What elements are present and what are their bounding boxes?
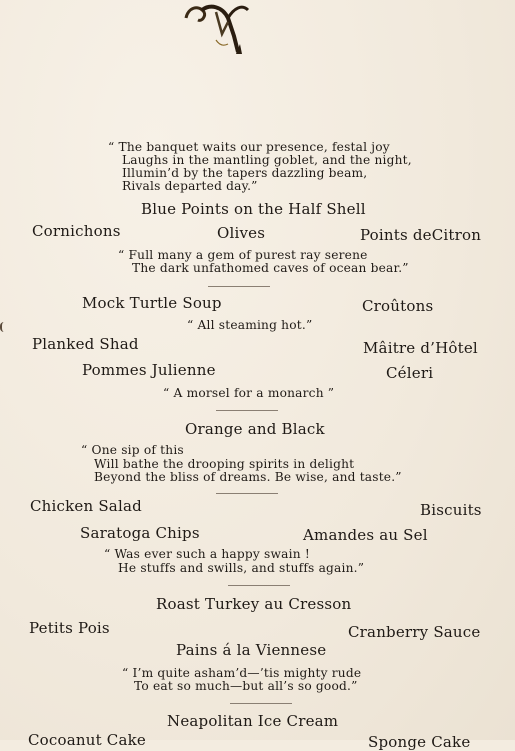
divider (230, 703, 292, 704)
divider (216, 493, 278, 494)
course6-quote-1: “ I’m quite asham’d—’tis mighty rude (122, 666, 362, 680)
course6-quote-2: To eat so much—but all’s so good.” (134, 679, 358, 693)
course5-right2: Amandes au Sel (303, 526, 428, 544)
course4-quote-3: Beyond the bliss of dreams. Be wise, and taste.” (94, 470, 402, 484)
course7-left-partial: Cocoanut Cake (28, 731, 146, 749)
divider (208, 286, 270, 287)
course5-quote-1: “ Was ever such a happy swain ! (104, 547, 310, 561)
course1-right: Points deCitron (360, 226, 482, 244)
course5-quote-2: He stuffs and swills, and stuffs again.” (118, 561, 365, 575)
course7-right-partial: Sponge Cake (368, 733, 471, 751)
course4-title: Orange and Black (185, 420, 325, 438)
course3-left: Planked Shad (32, 335, 139, 353)
monogram-ornament (176, 0, 260, 56)
course2-left: Mock Turtle Soup (82, 294, 222, 312)
course6-right: Cranberry Sauce (348, 623, 481, 641)
course2-right: Croûtons (362, 297, 434, 315)
course6-left: Petits Pois (29, 619, 110, 637)
course4-quote-2: Will bathe the drooping spirits in delight (94, 457, 355, 471)
course5-left2: Saratoga Chips (80, 524, 200, 542)
edge-mark (0, 322, 8, 332)
course1-title: Blue Points on the Half Shell (141, 200, 366, 218)
course1-middle: Olives (217, 224, 266, 242)
epigraph-line-4: Rivals departed day.” (122, 179, 258, 193)
course6-middle: Pains á la Viennese (176, 641, 327, 659)
divider (216, 410, 278, 411)
course2-quote: “ All steaming hot.” (187, 318, 313, 332)
course7-title: Neapolitan Ice Cream (167, 712, 339, 730)
epigraph-line-2: Laughs in the mantling goblet, and the night, (122, 153, 412, 167)
course1-quote-2: The dark unfathomed caves of ocean bear.” (132, 261, 409, 275)
course6-title: Roast Turkey au Cresson (156, 595, 352, 613)
divider (228, 585, 290, 586)
epigraph-line-1: “ The banquet waits our presence, festal joy (108, 140, 390, 154)
course5-right: Biscuits (420, 501, 482, 519)
course3-right: Mâitre d’Hôtel (363, 339, 478, 357)
course3-right2: Céleri (386, 364, 434, 382)
course1-left: Cornichons (32, 222, 121, 240)
course3-left2: Pommes Julienne (82, 361, 216, 379)
course4-quote-1: “ One sip of this (81, 443, 184, 457)
course5-left: Chicken Salad (30, 497, 142, 515)
course1-quote-1: “ Full many a gem of purest ray serene (118, 248, 368, 262)
epigraph-line-3: Illumin’d by the tapers dazzling beam, (122, 166, 368, 180)
course3-quote: “ A morsel for a monarch ” (163, 386, 335, 400)
